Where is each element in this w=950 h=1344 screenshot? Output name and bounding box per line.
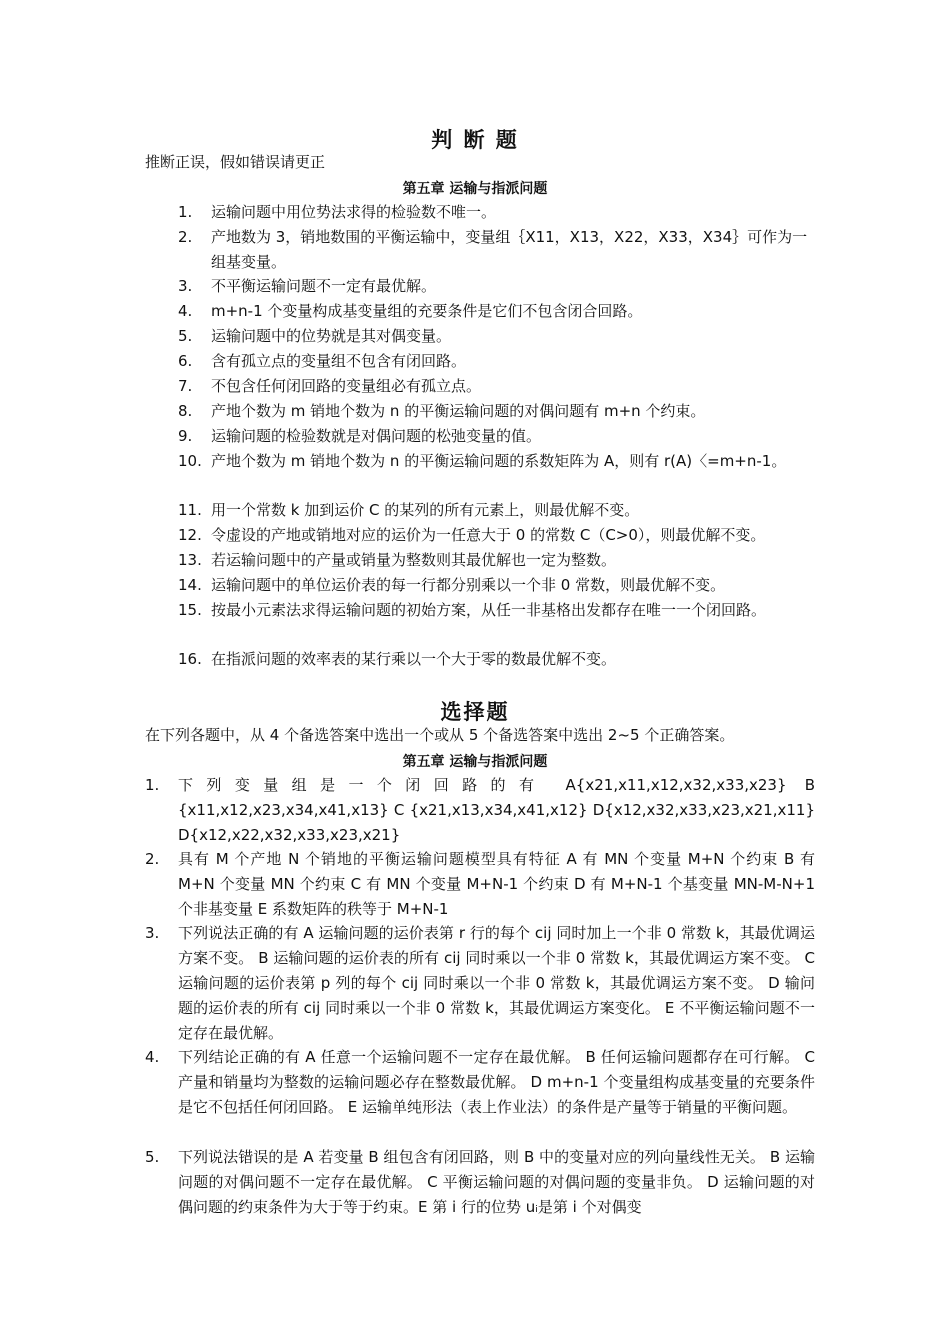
list-item: [178, 374, 818, 399]
item-number: 1.: [145, 776, 160, 794]
item-text: 在指派问题的效率表的某行乘以一个大于零的数最优解不变。: [211, 650, 617, 668]
item-number: 13.: [178, 551, 202, 569]
list-item: [178, 399, 818, 424]
list-item: [178, 299, 818, 324]
item-number: 7.: [178, 377, 193, 395]
item-text: 下列说法错误的是 A 若变量 B 组包含有闭回路，则 B 中的变量对应的列向量线性无关。 B 运输问题的对偶问题不一定存在最优解。 C 平衡运输问题的对偶问题的变量非负。 D 运输问题的对偶问题的约束条件为大于等于约束。E 第 i 行的位势 uᵢ是第 i 个对偶变: [178, 1148, 815, 1216]
list-item: [178, 573, 818, 598]
item-number: 12.: [178, 526, 202, 544]
item-text: 下列说法正确的有 A 运输问题的运价表第 r 行的每个 cij 同时加上一个非 0 常数 k，其最优调运方案不变。 B 运输问题的运价表的所有 cij 同时乘以一个非 0 常数 k，其最优调运方案不变。 C 运输问题的运价表第 p 列的每个 cij 同时乘以一个非 0 常数 k，其最优调运方案不变。 D 输问题的运价表的所有 cij 同时乘以一个非 0 常数 k，其最优调运方案变化。 E 不平衡运输问题不一定存在最优解。: [178, 924, 815, 1042]
item-number: 16.: [178, 650, 202, 668]
item-number: 4.: [178, 302, 193, 320]
list-item: [178, 200, 818, 225]
item-number: 9.: [178, 427, 193, 445]
item-number: 3.: [145, 924, 160, 942]
list-item: [178, 598, 818, 623]
list-item: [178, 647, 818, 672]
item-text: 含有孤立点的变量组不包含有闭回路。: [211, 352, 467, 370]
section-title-judgment: 判 断 题: [431, 128, 519, 152]
item-text: 下列结论正确的有 A 任意一个运输问题不一定存在最优解。 B 任何运输问题都存在可行解。 C 产量和销量均为整数的运输问题必存在整数最优解。 D m+n-1 个变量组构成基变量的充要条件是它不包括任何闭回路。 E 运输单纯形法（表上作业法）的条件是产量等于销量的平衡问题。: [178, 1048, 815, 1116]
item-text: 令虚设的产地或销地对应的运价为一任意大于 0 的常数 C（C>0），则最优解不变。: [211, 526, 766, 544]
item-text: 产地个数为 m 销地个数为 n 的平衡运输问题的系数矩阵为 A，则有 r(A)〈=m+n-1。: [211, 452, 787, 470]
list-item: [145, 1145, 815, 1220]
item-text: 若运输问题中的产量或销量为整数则其最优解也一定为整数。: [211, 551, 617, 569]
item-number: 5.: [178, 327, 193, 345]
item-text: 按最小元素法求得运输问题的初始方案，从任一非基格出发都存在唯一一个闭回路。: [211, 601, 767, 619]
item-number: 6.: [178, 352, 193, 370]
list-item: [178, 225, 818, 275]
item-number: 10.: [178, 452, 202, 470]
list-item: [145, 1045, 815, 1120]
section-intro-judgment: 推断正误，假如错误请更正: [145, 153, 326, 171]
item-text: m+n-1 个变量构成基变量组的充要条件是它们不包含闭合回路。: [211, 302, 643, 320]
item-text: 用一个常数 k 加到运价 C 的某列的所有元素上，则最优解不变。: [211, 501, 640, 519]
item-number: 15.: [178, 601, 202, 619]
list-item: [178, 349, 818, 374]
section-intro-choice: 在下列各题中，从 4 个备选答案中选出一个或从 5 个备选答案中选出 2~5 个正确答案。: [145, 726, 735, 744]
list-item: [145, 847, 815, 922]
item-text: 不包含任何闭回路的变量组必有孤立点。: [211, 377, 482, 395]
list-item: [178, 274, 818, 299]
list-item: [178, 449, 818, 474]
item-text: 下列变量组是一个闭回路的有 A{x21,x11,x12,x32,x33,x23} B {x11,x12,x23,x34,x41,x13} C {x21,x13,x34,x41,x12} D{x12,x32,x33,x23,x21,x11} D{x12,x22,x32,x33,x23,x21}: [178, 776, 815, 844]
item-text: 产地数为 3，销地数围的平衡运输中，变量组｛X11，X13，X22，X33，X34｝可作为一组基变量。: [211, 228, 808, 271]
item-number: 14.: [178, 576, 202, 594]
item-number: 8.: [178, 402, 193, 420]
item-text: 具有 M 个产地 N 个销地的平衡运输问题模型具有特征 A 有 MN 个变量 M+N 个约束 B 有 M+N 个变量 MN 个约束 C 有 MN 个变量 M+N-1 个约束 D 有 M+N-1 个基变量 MN-M-N+1 个非基变量 E 系数矩阵的秩等于 M+N-1: [178, 850, 815, 918]
item-text: 运输问题中的位势就是其对偶变量。: [211, 327, 452, 345]
item-text: 运输问题的检验数就是对偶问题的松弛变量的值。: [211, 427, 542, 445]
item-text: 产地个数为 m 销地个数为 n 的平衡运输问题的对偶问题有 m+n 个约束。: [211, 402, 706, 420]
list-item: [178, 498, 818, 523]
list-item: [178, 424, 818, 449]
item-number: 5.: [145, 1148, 160, 1166]
item-text: 不平衡运输问题不一定有最优解。: [211, 277, 437, 295]
item-number: 3.: [178, 277, 193, 295]
list-item: [145, 921, 815, 1046]
list-item: [178, 324, 818, 349]
item-number: 4.: [145, 1048, 160, 1066]
item-number: 11.: [178, 501, 202, 519]
item-text: 运输问题中的单位运价表的每一行都分别乘以一个非 0 常数，则最优解不变。: [211, 576, 726, 594]
item-number: 2.: [145, 850, 160, 868]
item-number: 1.: [178, 203, 193, 221]
section-title-choice: 选择题: [440, 700, 510, 724]
item-text: 运输问题中用位势法求得的检验数不唯一。: [211, 203, 497, 221]
list-item: [178, 523, 818, 548]
item-number: 2.: [178, 228, 193, 246]
chapter-heading-choice: 第五章 运输与指派问题: [402, 754, 548, 770]
chapter-heading-judgment: 第五章 运输与指派问题: [402, 181, 548, 197]
list-item: [145, 773, 815, 848]
list-item: [178, 548, 818, 573]
